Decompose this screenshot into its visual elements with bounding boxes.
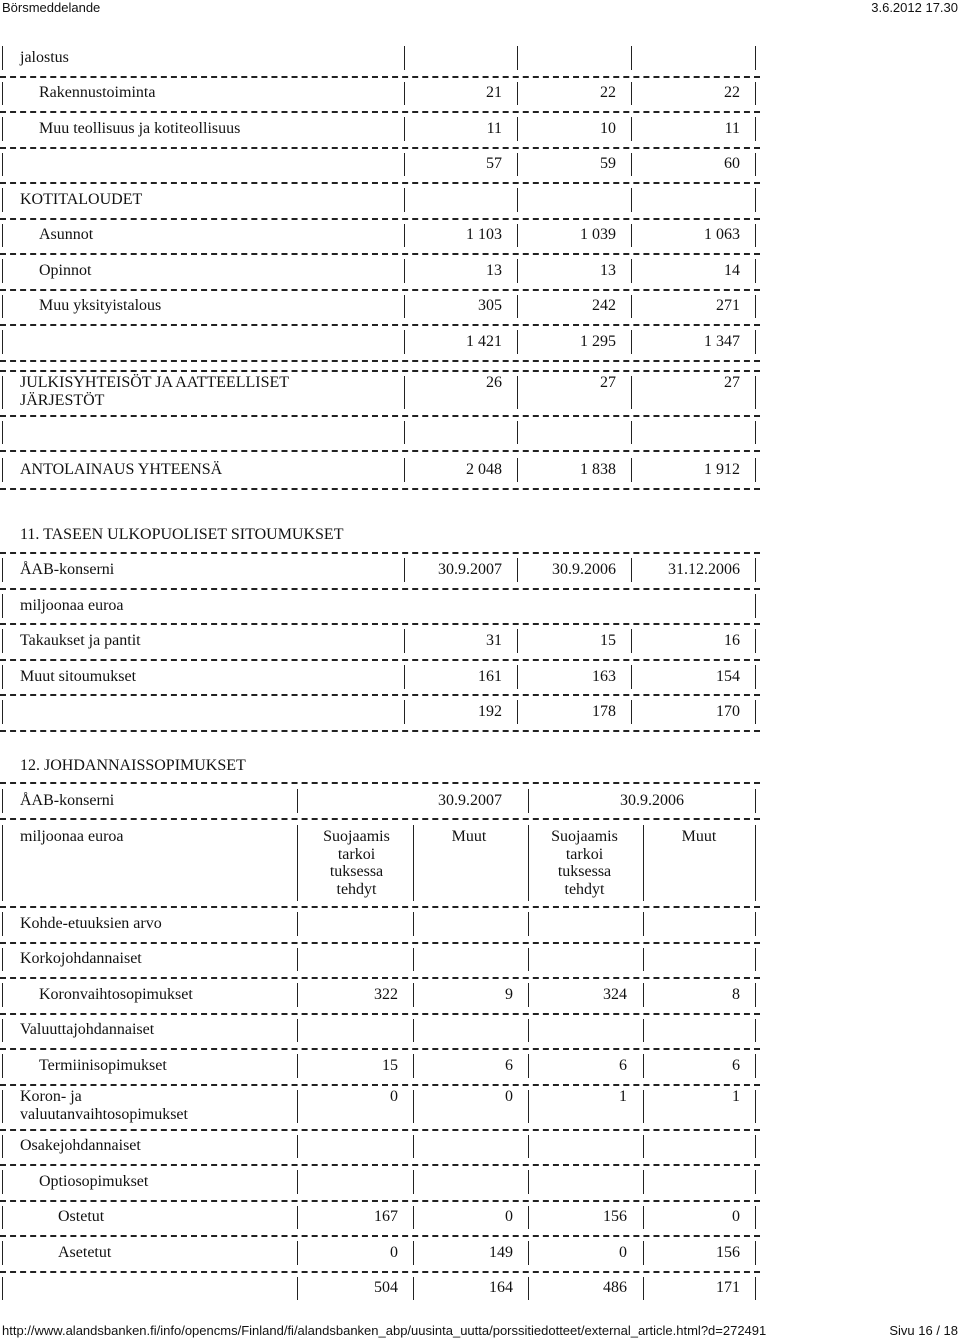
row-value: 486: [603, 1279, 627, 1297]
cell-border: [528, 948, 529, 972]
row-label: Termiinisopimukset: [39, 1056, 167, 1074]
table-rule: [0, 730, 760, 732]
row-value: 1 039: [580, 226, 616, 244]
cell-border: [631, 188, 632, 212]
row-label: Asetetut: [58, 1243, 112, 1261]
cell-border: [528, 1170, 529, 1194]
cell-border: [755, 1019, 756, 1043]
cell-border: [631, 46, 632, 70]
cell-border: [755, 789, 756, 813]
cell-border: [643, 1135, 644, 1159]
table-rule: [0, 76, 760, 78]
cell-border: [413, 912, 414, 936]
cell-border: [2, 259, 3, 283]
cell-border: [755, 259, 756, 283]
row-value: 13: [600, 261, 616, 279]
cell-border: [2, 46, 3, 70]
cell-border: [2, 912, 3, 936]
footer-url[interactable]: http://www.alandsbanken.fi/info/opencms/Finland/fi/alandsbanken_abp/uusinta_uutta/porssitiedotteet/external_article.html?d=272491: [2, 1323, 767, 1338]
row-value: 156: [603, 1208, 627, 1226]
row-label: Kohde-etuuksien arvo: [20, 914, 162, 932]
row-value: 1: [732, 1088, 740, 1105]
cell-border: [404, 421, 405, 445]
cell-border: [631, 330, 632, 354]
row-value: 271: [716, 297, 740, 315]
cell-border: [755, 46, 756, 70]
row-value: 167: [374, 1208, 398, 1226]
table-rule: [0, 111, 760, 113]
unit-label: miljoonaa euroa: [20, 828, 124, 845]
table-rule: [0, 623, 760, 625]
cell-border: [755, 153, 756, 177]
cell-border: [2, 629, 3, 653]
cell-border: [631, 700, 632, 724]
hedge-column-header: tuksessa: [329, 863, 384, 880]
cell-border: [755, 376, 756, 409]
cell-border: [755, 629, 756, 653]
cell-border: [631, 629, 632, 653]
group-label: ÅAB-konserni: [20, 792, 115, 809]
cell-border: [297, 912, 298, 936]
row-value: 0: [732, 1208, 740, 1226]
column-header: 30.9.2007: [438, 561, 502, 578]
cell-border: [631, 259, 632, 283]
row-value: 59: [600, 155, 616, 173]
table-rule: [0, 977, 760, 979]
cell-border: [297, 948, 298, 972]
cell-border: [517, 421, 518, 445]
cell-border: [297, 1170, 298, 1194]
cell-border: [2, 983, 3, 1007]
row-value: 322: [374, 985, 398, 1003]
table-rule: [0, 906, 760, 908]
table-rule: [0, 942, 760, 944]
hedge-column-header: tehdyt: [336, 880, 377, 898]
cell-border: [631, 117, 632, 141]
row-value: 170: [716, 703, 740, 720]
row-label: Korkojohdannaiset: [20, 950, 142, 968]
row-value: 171: [716, 1279, 740, 1297]
table-rule: [0, 1084, 760, 1086]
row-label: Muu yksityistalous: [39, 297, 162, 315]
row-value: 6: [732, 1056, 740, 1074]
row-value: 178: [592, 703, 616, 720]
table-rule: [0, 1200, 760, 1202]
cell-border: [643, 948, 644, 972]
cell-border: [631, 665, 632, 689]
row-value: 156: [716, 1243, 740, 1261]
row-label: Muut sitoumukset: [20, 667, 137, 685]
table-rule: [0, 659, 760, 661]
row-value: 0: [619, 1243, 627, 1261]
row-value: 154: [716, 667, 740, 685]
row-value: 22: [600, 84, 616, 102]
row-value: 2 048: [466, 460, 502, 478]
cell-border: [2, 1054, 3, 1078]
row-value: 163: [592, 667, 616, 685]
cell-border: [755, 700, 756, 724]
table-rule: [0, 1235, 760, 1237]
row-value: 1: [619, 1088, 627, 1105]
table-rule: [0, 694, 760, 696]
cell-border: [2, 1206, 3, 1230]
table-rule: [0, 360, 760, 362]
cell-border: [2, 1277, 3, 1301]
row-value: 31: [486, 632, 502, 649]
table-rule: [0, 218, 760, 220]
row-value: 22: [724, 84, 740, 102]
table-rule: [0, 1048, 760, 1050]
cell-border: [631, 153, 632, 177]
cell-border: [297, 789, 298, 813]
table-rule: [0, 370, 760, 372]
row-label: Rakennustoiminta: [39, 84, 156, 102]
cell-border: [643, 912, 644, 936]
other-column-header: Muut: [681, 828, 717, 845]
row-label: ANTOLAINAUS YHTEENSÄ: [20, 460, 223, 478]
cell-border: [755, 224, 756, 248]
table-rule: [0, 1129, 760, 1131]
row-value: 27: [600, 374, 616, 391]
hedge-column-header: tarkoi: [565, 845, 604, 863]
cell-border: [755, 912, 756, 936]
cell-border: [755, 458, 756, 482]
page-footer: [0, 1323, 960, 1341]
cell-border: [528, 912, 529, 936]
cell-border: [755, 948, 756, 972]
header-timestamp: 3.6.2012 17.30: [871, 0, 958, 15]
cell-border: [631, 224, 632, 248]
cell-border: [2, 295, 3, 319]
hedge-column-header: Suojaamis: [323, 828, 390, 845]
section-title: 11. TASEEN ULKOPUOLISET SITOUMUKSET: [20, 526, 344, 543]
cell-border: [755, 330, 756, 354]
table-rule: [0, 1164, 760, 1166]
cell-border: [2, 665, 3, 689]
row-value: 21: [486, 84, 502, 102]
cell-border: [755, 1241, 756, 1265]
table-rule: [0, 289, 760, 291]
row-label: Koron- ja: [20, 1088, 82, 1105]
table-rule: [0, 552, 760, 554]
row-value: 1 838: [580, 460, 616, 478]
row-value: 60: [724, 155, 740, 173]
row-value: 242: [592, 297, 616, 315]
cell-border: [755, 188, 756, 212]
table-rule: [0, 324, 760, 326]
cell-border: [528, 1019, 529, 1043]
cell-border: [643, 1170, 644, 1194]
cell-border: [413, 1019, 414, 1043]
row-value: 149: [489, 1243, 513, 1261]
cell-border: [528, 1135, 529, 1159]
row-label: Koronvaihtosopimukset: [39, 985, 193, 1003]
row-value: 0: [390, 1088, 398, 1105]
row-value: 57: [486, 155, 502, 173]
row-value: 1 912: [704, 460, 740, 478]
row-value: 1 347: [704, 332, 740, 350]
cell-border: [755, 1135, 756, 1159]
row-value: 324: [603, 985, 627, 1003]
hedge-column-header: Suojaamis: [551, 828, 618, 845]
table-rule: [0, 1013, 760, 1015]
row-value: 1 103: [466, 226, 502, 244]
cell-border: [404, 188, 405, 212]
cell-border: [2, 1135, 3, 1159]
header-doc-type: Börsmeddelande: [2, 0, 101, 15]
cell-border: [297, 1135, 298, 1159]
cell-border: [755, 665, 756, 689]
table-rule: [0, 147, 760, 149]
row-value: 1 295: [580, 332, 616, 350]
row-label: Asunnot: [39, 226, 94, 244]
cell-border: [528, 825, 529, 901]
row-label: Valuuttajohdannaiset: [20, 1021, 155, 1039]
row-value: 0: [505, 1088, 513, 1105]
cell-border: [631, 421, 632, 445]
row-value: 26: [486, 374, 502, 391]
cell-border: [413, 1135, 414, 1159]
row-value: 9: [505, 985, 513, 1003]
cell-border: [631, 295, 632, 319]
table-rule: [0, 782, 760, 784]
footer-page-number: Sivu 16 / 18: [889, 1323, 958, 1338]
hedge-column-header: tuksessa: [557, 863, 612, 880]
cell-border: [2, 558, 3, 582]
cell-border: [755, 594, 756, 618]
row-value: 164: [489, 1279, 513, 1297]
row-label: Takaukset ja pantit: [20, 632, 141, 649]
column-header: 30.9.2006: [552, 561, 616, 578]
table-rule: [0, 488, 760, 490]
row-value: 1 421: [466, 332, 502, 350]
cell-border: [755, 1054, 756, 1078]
row-value: 305: [478, 297, 502, 315]
row-value: 11: [486, 119, 502, 137]
cell-border: [2, 948, 3, 972]
row-value: 0: [390, 1243, 398, 1261]
cell-border: [631, 82, 632, 106]
cell-border: [2, 825, 3, 901]
cell-border: [755, 558, 756, 582]
cell-border: [2, 376, 3, 409]
page-header: [0, 0, 960, 16]
cell-border: [413, 1170, 414, 1194]
group-label: ÅAB-konserni: [20, 561, 115, 578]
row-value: 161: [478, 667, 502, 685]
cell-border: [755, 82, 756, 106]
row-value: 15: [382, 1056, 398, 1074]
row-value: 6: [505, 1056, 513, 1074]
row-value: 1 063: [704, 226, 740, 244]
cell-border: [755, 983, 756, 1007]
row-value: 8: [732, 985, 740, 1003]
cell-border: [755, 1206, 756, 1230]
row-value: 504: [374, 1279, 398, 1297]
row-value: 10: [600, 119, 616, 137]
cell-border: [2, 82, 3, 106]
cell-border: [2, 1170, 3, 1194]
table-rule: [0, 450, 760, 452]
cell-border: [631, 376, 632, 409]
cell-border: [297, 825, 298, 901]
cell-border: [2, 421, 3, 445]
row-label-cont: valuutanvaihtosopimukset: [20, 1106, 188, 1123]
row-label: jalostus: [20, 48, 69, 66]
table-rule: [0, 253, 760, 255]
cell-border: [2, 789, 3, 813]
table-rule: [0, 818, 760, 820]
cell-border: [755, 1277, 756, 1301]
cell-border: [2, 153, 3, 177]
cell-border: [297, 1019, 298, 1043]
row-value: 13: [486, 261, 502, 279]
other-column-header: Muut: [451, 828, 487, 845]
cell-border: [2, 188, 3, 212]
table-rule: [0, 182, 760, 184]
row-value: 15: [600, 632, 616, 649]
cell-border: [404, 46, 405, 70]
row-label: JULKISYHTEISÖT JA AATTEELLISET: [20, 374, 290, 391]
cell-border: [517, 46, 518, 70]
unit-label: miljoonaa euroa: [20, 597, 124, 614]
cell-border: [755, 421, 756, 445]
hedge-column-header: tarkoi: [337, 845, 376, 863]
table-rule: [0, 1271, 760, 1273]
row-value: 11: [724, 119, 740, 137]
hedge-column-header: tehdyt: [564, 880, 605, 898]
cell-border: [755, 1090, 756, 1123]
cell-border: [755, 295, 756, 319]
row-label: Ostetut: [58, 1208, 105, 1226]
cell-border: [2, 1090, 3, 1123]
row-value: 192: [478, 703, 502, 720]
cell-border: [631, 458, 632, 482]
cell-border: [755, 1170, 756, 1194]
cell-border: [517, 188, 518, 212]
cell-border: [2, 458, 3, 482]
row-value: 27: [724, 374, 740, 391]
column-header: 31.12.2006: [668, 561, 740, 578]
cell-border: [413, 948, 414, 972]
row-value: 16: [724, 632, 740, 649]
table-rule: [0, 588, 760, 590]
cell-border: [2, 700, 3, 724]
cell-border: [2, 330, 3, 354]
row-label: KOTITALOUDET: [20, 190, 143, 208]
cell-border: [2, 1019, 3, 1043]
row-value: 6: [619, 1056, 627, 1074]
cell-border: [2, 224, 3, 248]
row-label: Osakejohdannaiset: [20, 1137, 141, 1155]
cell-border: [2, 594, 3, 618]
period-header: 30.9.2007: [438, 792, 502, 809]
cell-border: [755, 825, 756, 901]
row-label: Opinnot: [39, 261, 92, 279]
cell-border: [755, 117, 756, 141]
cell-border: [2, 1241, 3, 1265]
cell-border: [2, 117, 3, 141]
row-value: 0: [505, 1208, 513, 1226]
table-rule: [0, 415, 760, 417]
row-value: 14: [724, 261, 740, 279]
row-label: Muu teollisuus ja kotiteollisuus: [39, 119, 241, 137]
section-title: 12. JOHDANNAISSOPIMUKSET: [20, 757, 246, 774]
row-label: Optiosopimukset: [39, 1172, 149, 1190]
period-header: 30.9.2006: [620, 792, 684, 809]
row-label-cont: JÄRJESTÖT: [20, 392, 105, 409]
cell-border: [643, 1019, 644, 1043]
